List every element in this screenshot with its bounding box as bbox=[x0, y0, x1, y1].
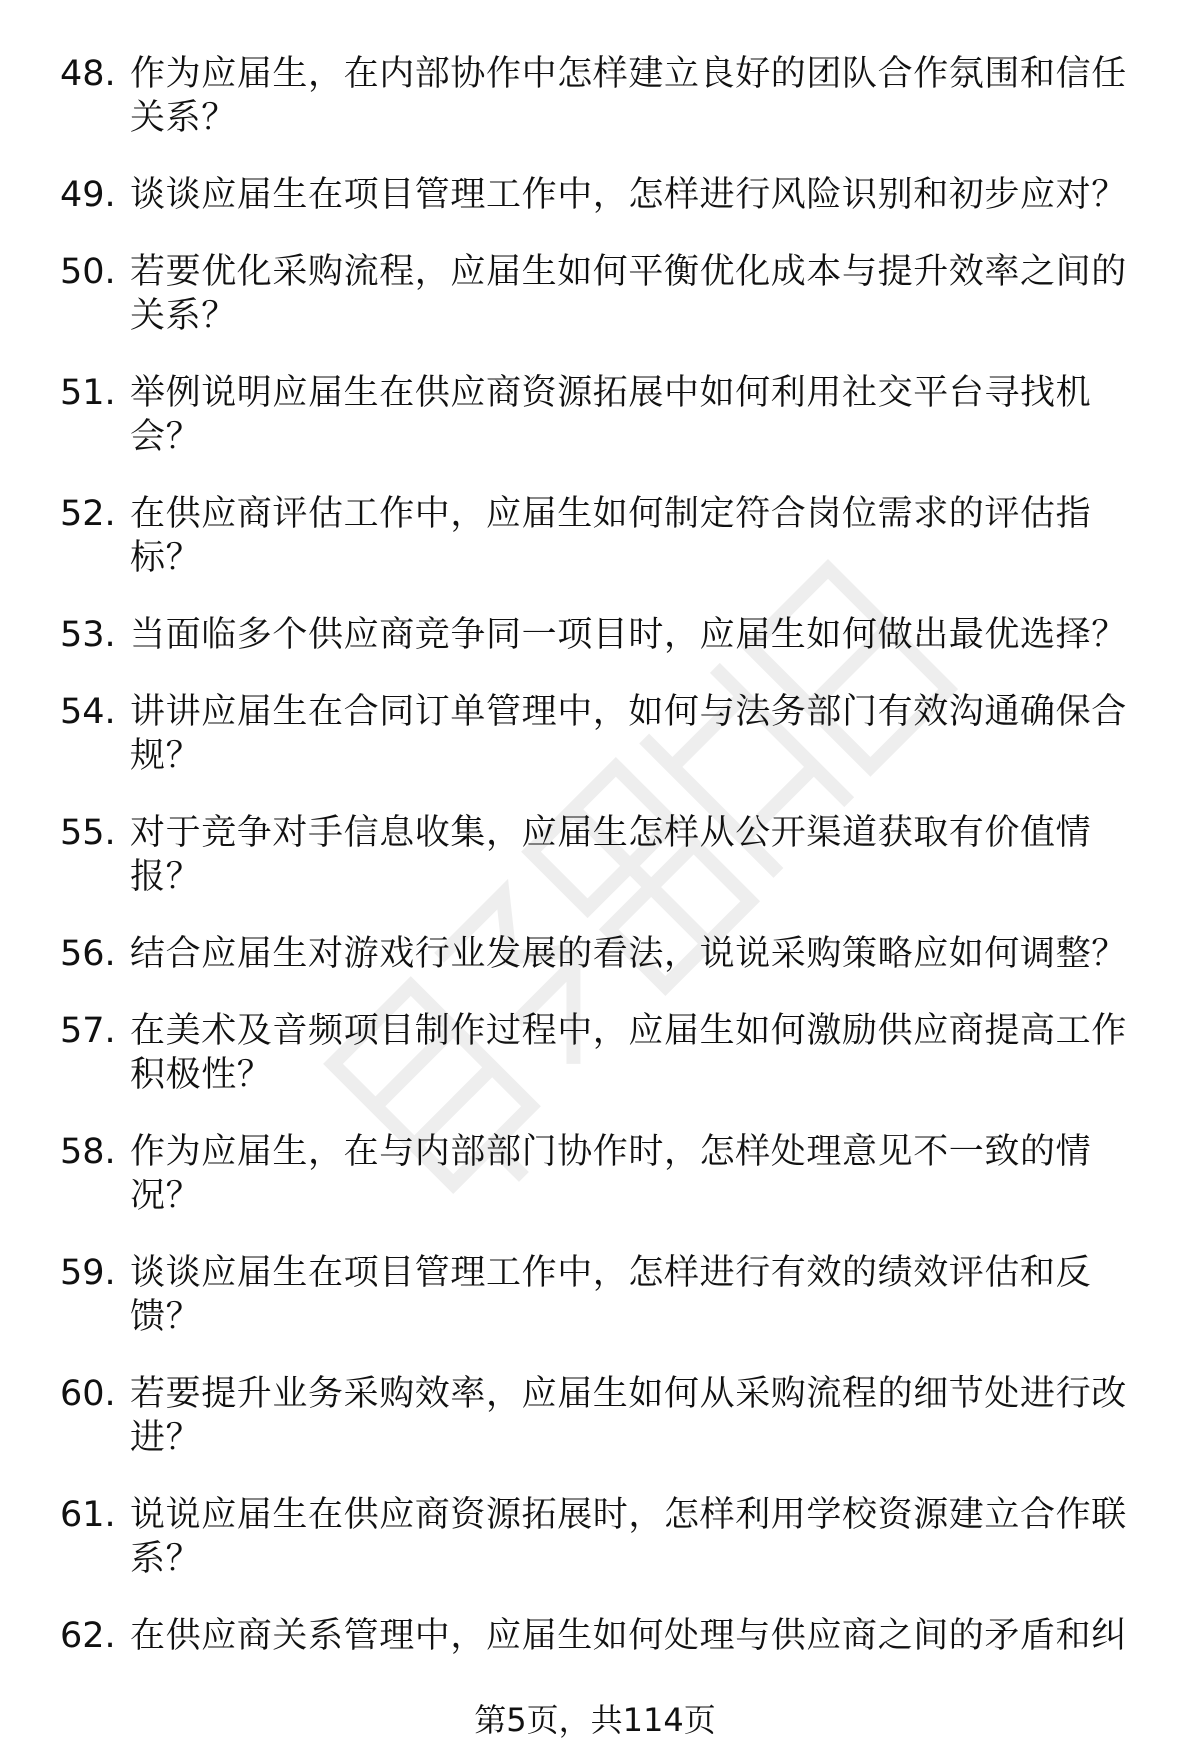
question-number: 51. bbox=[60, 373, 116, 413]
page-number-label: 第5页，共114页 bbox=[474, 1701, 716, 1739]
list-item bbox=[0, 371, 1190, 459]
question-text: 结合应届生对游戏行业发展的看法，说说采购策略应如何调整？ bbox=[130, 934, 1127, 974]
question-text: 当面临多个供应商竞争同一项目时，应届生如何做出最优选择？ bbox=[130, 615, 1127, 655]
list-item bbox=[0, 811, 1190, 899]
question-text: 在供应商关系管理中，应届生如何处理与供应商之间的矛盾和纠 bbox=[130, 1616, 1127, 1656]
question-number: 61. bbox=[60, 1495, 116, 1535]
question-number: 56. bbox=[60, 934, 116, 974]
list-item bbox=[0, 1614, 1190, 1658]
question-text: 对于竞争对手信息收集，应届生怎样从公开渠道获取有价值情报？ bbox=[130, 813, 1092, 897]
question-text: 若要优化采购流程，应届生如何平衡优化成本与提升效率之间的关系？ bbox=[130, 252, 1127, 336]
question-number: 50. bbox=[60, 252, 116, 292]
question-list bbox=[0, 52, 1190, 1691]
question-text: 作为应届生，在与内部部门协作时，怎样处理意见不一致的情况？ bbox=[130, 1132, 1092, 1216]
question-number: 49. bbox=[60, 175, 116, 215]
list-item bbox=[0, 1009, 1190, 1097]
question-number: 55. bbox=[60, 813, 116, 853]
question-text: 在美术及音频项目制作过程中，应届生如何激励供应商提高工作积极性？ bbox=[130, 1011, 1127, 1095]
list-item bbox=[0, 690, 1190, 778]
list-item bbox=[0, 52, 1190, 140]
list-item bbox=[0, 173, 1190, 217]
question-number: 57. bbox=[60, 1011, 116, 1051]
question-text: 谈谈应届生在项目管理工作中，怎样进行有效的绩效评估和反馈？ bbox=[130, 1253, 1092, 1337]
question-text: 在供应商评估工作中，应届生如何制定符合岗位需求的评估指标？ bbox=[130, 494, 1092, 578]
list-item bbox=[0, 250, 1190, 338]
question-text: 若要提升业务采购效率，应届生如何从采购流程的细节处进行改进？ bbox=[130, 1374, 1127, 1458]
list-item bbox=[0, 1493, 1190, 1581]
question-number: 48. bbox=[60, 54, 116, 94]
question-text: 举例说明应届生在供应商资源拓展中如何利用社交平台寻找机会？ bbox=[130, 373, 1092, 457]
question-number: 53. bbox=[60, 615, 116, 655]
list-item bbox=[0, 492, 1190, 580]
question-text: 讲讲应届生在合同订单管理中，如何与法务部门有效沟通确保合规？ bbox=[130, 692, 1127, 776]
question-number: 59. bbox=[60, 1253, 116, 1293]
question-number: 54. bbox=[60, 692, 116, 732]
list-item bbox=[0, 1130, 1190, 1218]
list-item bbox=[0, 1251, 1190, 1339]
question-number: 60. bbox=[60, 1374, 116, 1414]
list-item bbox=[0, 1372, 1190, 1460]
list-item bbox=[0, 932, 1190, 976]
list-item bbox=[0, 613, 1190, 657]
question-text: 说说应届生在供应商资源拓展时，怎样利用学校资源建立合作联系？ bbox=[130, 1495, 1127, 1579]
page-footer bbox=[0, 1700, 1190, 1740]
question-number: 58. bbox=[60, 1132, 116, 1172]
question-text: 谈谈应届生在项目管理工作中，怎样进行风险识别和初步应对？ bbox=[130, 175, 1127, 215]
question-text: 作为应届生，在内部协作中怎样建立良好的团队合作氛围和信任关系？ bbox=[130, 54, 1127, 138]
question-number: 62. bbox=[60, 1616, 116, 1656]
question-number: 52. bbox=[60, 494, 116, 534]
